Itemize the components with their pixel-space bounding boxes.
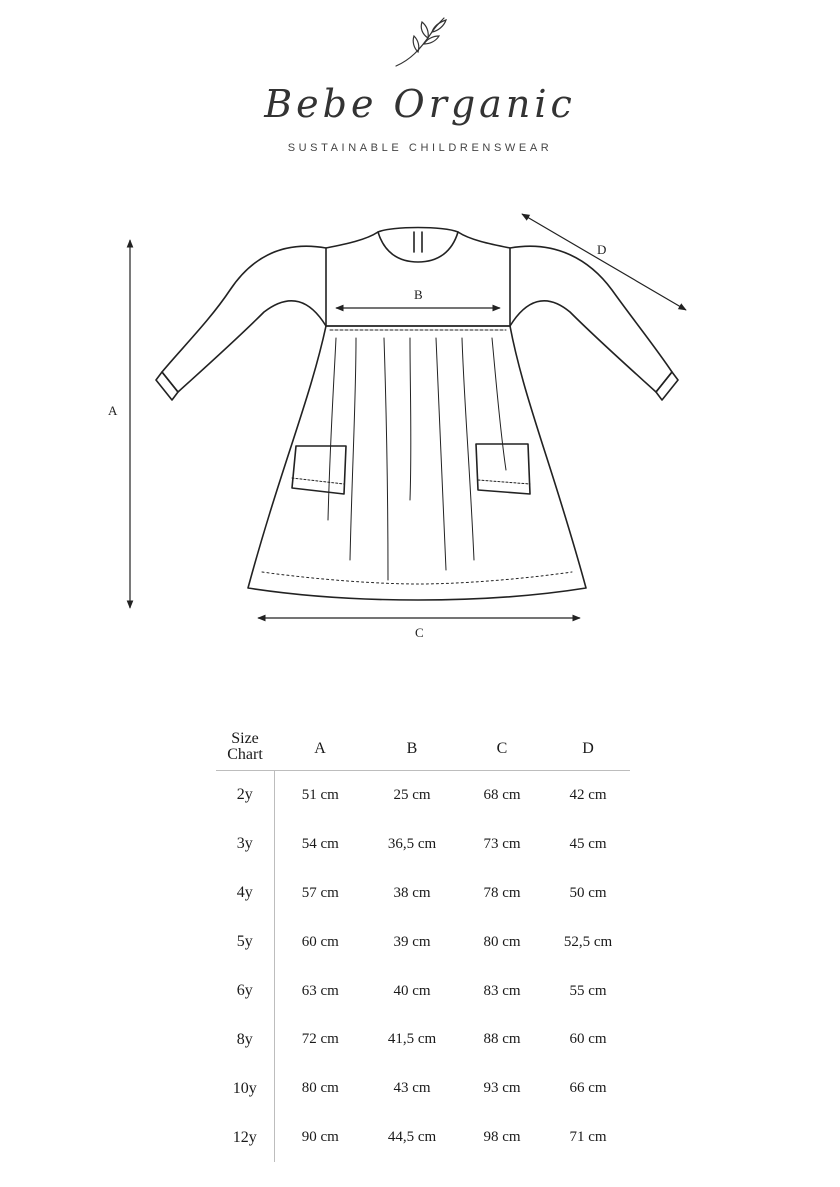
dimension-a-label: A [108, 403, 118, 418]
cell-b: 38 cm [393, 884, 431, 901]
cell-d: 52,5 cm [563, 933, 613, 950]
brand-name: Bebe Organic [264, 82, 576, 126]
dress-technical-drawing [0, 200, 840, 660]
table-row [216, 820, 630, 869]
cell-d: 60 cm [569, 1031, 607, 1048]
header-size-chart: Size Chart [216, 728, 274, 771]
cell-d: 42 cm [569, 786, 607, 803]
cell-size: 5y [216, 918, 274, 967]
right-sleeve [510, 246, 672, 392]
cell-b: 25 cm [393, 786, 431, 803]
table-header-row [216, 728, 630, 771]
left-pocket [292, 446, 346, 494]
dimension-c-label: C [415, 625, 424, 640]
table-row [216, 918, 630, 967]
cell-b: 44,5 cm [387, 1129, 437, 1146]
cell-b: 36,5 cm [387, 835, 437, 852]
cell-a: 57 cm [301, 884, 339, 901]
cell-size: 10y [216, 1064, 274, 1113]
cell-size: 3y [216, 820, 274, 869]
table-row [216, 1064, 630, 1113]
cell-size: 12y [216, 1113, 274, 1162]
header-c: C [458, 728, 546, 771]
cell-size: 8y [216, 1015, 274, 1064]
cell-c: 93 cm [483, 1080, 521, 1097]
cell-a: 60 cm [301, 933, 339, 950]
cell-c: 68 cm [483, 786, 521, 803]
dress-body [248, 326, 586, 600]
cell-a: 54 cm [301, 835, 339, 852]
header-d: D [546, 728, 630, 771]
cell-size: 2y [216, 771, 274, 820]
table-row [216, 1015, 630, 1064]
cell-d: 45 cm [569, 835, 607, 852]
cell-d: 71 cm [569, 1129, 607, 1146]
cell-d: 50 cm [569, 884, 607, 901]
dimension-b-label: B [414, 287, 423, 302]
cell-a: 51 cm [301, 786, 339, 803]
cell-c: 83 cm [483, 982, 521, 999]
table-row [216, 1113, 630, 1162]
brand-tagline: SUSTAINABLE CHILDRENSWEAR [287, 142, 553, 154]
cell-c: 98 cm [483, 1129, 521, 1146]
cell-a: 72 cm [301, 1031, 339, 1048]
cell-d: 66 cm [569, 1080, 607, 1097]
cell-b: 41,5 cm [387, 1031, 437, 1048]
cell-c: 88 cm [483, 1031, 521, 1048]
cell-b: 43 cm [393, 1080, 431, 1097]
cell-c: 78 cm [483, 884, 521, 901]
table-row [216, 967, 630, 1016]
dimension-d-label: D [597, 242, 607, 257]
dimension-d-arrow [522, 214, 686, 310]
table-row [216, 771, 630, 820]
cell-c: 80 cm [483, 933, 521, 950]
cell-a: 90 cm [301, 1129, 339, 1146]
table-row [216, 869, 630, 918]
cell-a: 63 cm [301, 982, 339, 999]
cell-size: 6y [216, 967, 274, 1016]
cell-b: 39 cm [393, 933, 431, 950]
cell-a: 80 cm [301, 1080, 339, 1097]
header-b: B [366, 728, 458, 771]
cell-c: 73 cm [483, 835, 521, 852]
dress-yoke [326, 232, 510, 326]
header-a: A [274, 728, 366, 771]
cell-size: 4y [216, 869, 274, 918]
cell-d: 55 cm [569, 982, 607, 999]
left-sleeve [162, 246, 326, 392]
cell-b: 40 cm [393, 982, 431, 999]
leaf-sprig-icon [392, 14, 452, 70]
size-chart-table [216, 728, 630, 1162]
